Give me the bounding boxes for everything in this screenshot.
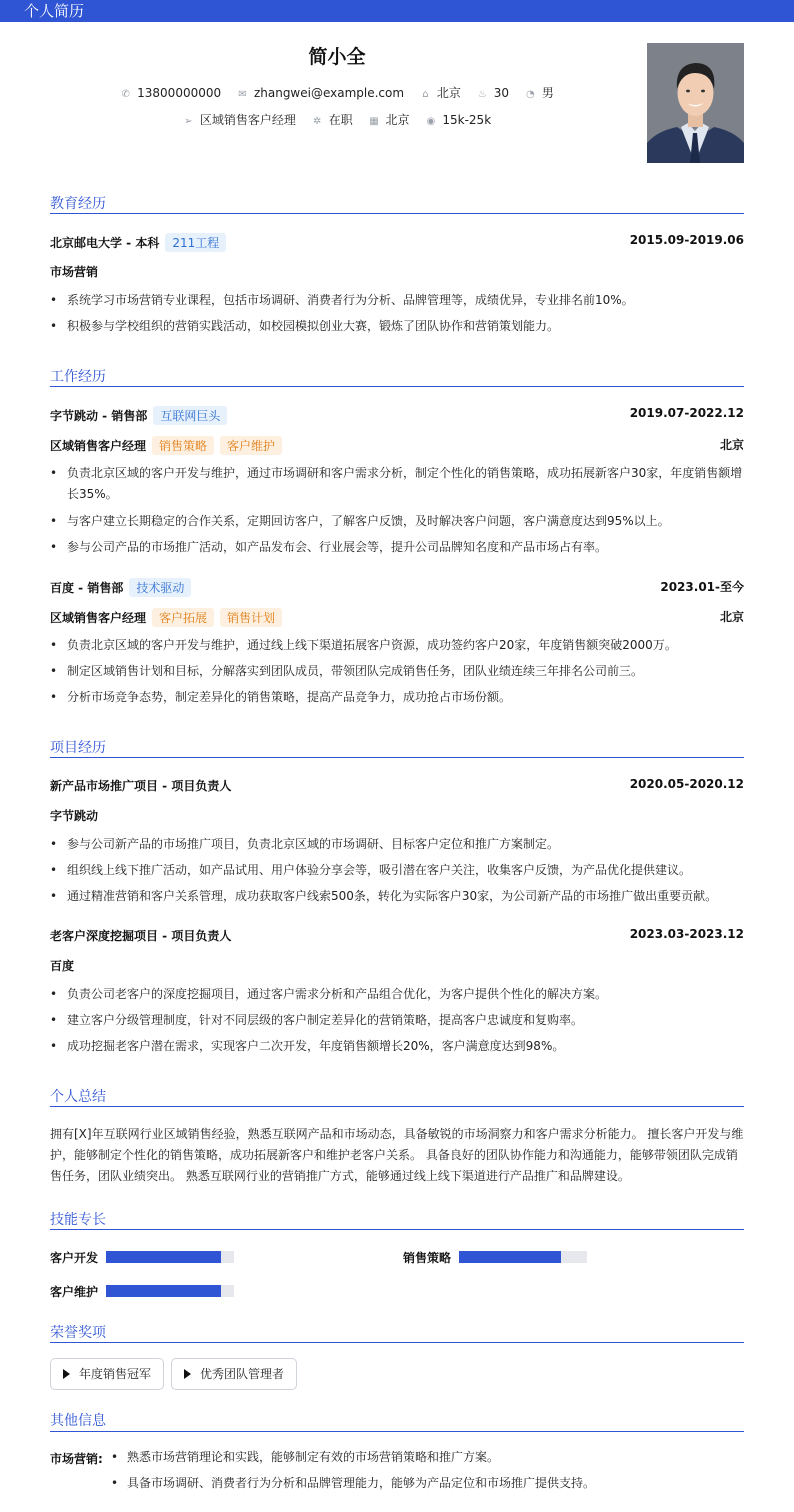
award-label: 年度销售冠军	[79, 1367, 152, 1381]
project-date: 2020.05-2020.12	[629, 777, 744, 791]
phone-text: 13800000000	[137, 86, 222, 100]
work-bullet: • 与客户建立长期稳定的合作关系，定期回访客户，了解客户反馈，及时解决客户问题，客户满意度达到95%以上。	[50, 511, 744, 532]
awards-section-title: 荣誉奖项	[50, 1325, 106, 1341]
gender-icon: ◔	[525, 89, 535, 100]
work-role-row	[50, 436, 282, 455]
role-tag: 销售策略	[152, 436, 214, 455]
play-icon	[63, 1369, 70, 1379]
work-location: 北京	[719, 610, 744, 624]
company-tag: 技术驱动	[129, 578, 191, 597]
other-section-title: 其他信息	[50, 1413, 106, 1429]
skill-bar-track	[459, 1251, 587, 1263]
page-title: 个人简历	[24, 2, 85, 20]
role-tag: 销售计划	[220, 608, 282, 627]
work-bullet: • 负责北京区域的客户开发与维护，通过线上线下渠道拓展客户资源，成功签约客户20家，年度销售额突破2000万。	[50, 635, 744, 656]
work-company-row	[50, 578, 191, 597]
work-section-title: 工作经历	[50, 369, 106, 385]
project-bullet: • 成功挖掘老客户潜在需求，实现客户二次开发，年度销售额增长20%，客户满意度达到98%。	[50, 1036, 744, 1057]
project-name: 老客户深度挖掘项目 - 项目负责人	[50, 929, 232, 943]
project-date: 2023.03-2023.12	[629, 927, 744, 941]
send-icon: ➢	[184, 116, 193, 127]
work-bullet: • 负责北京区域的客户开发与维护，通过市场调研和客户需求分析，制定个性化的销售策略，成功拓展新客户30家，年度销售额增长35%。	[50, 463, 744, 505]
summary-line: 拥有[X]年互联网行业区域销售经验，熟悉互联网产品和市场动态，具备敏锐的市场洞察力和客户需求分析能力。 擅长客户开发与维	[50, 1127, 744, 1141]
status-icon: ✲	[312, 116, 322, 127]
work-location: 北京	[719, 438, 744, 452]
education-divider	[50, 213, 744, 214]
contact-row	[0, 84, 674, 101]
company-tag: 互联网巨头	[153, 406, 227, 425]
gender-text: 男	[541, 86, 554, 100]
status-text: 在职	[328, 113, 353, 127]
email-icon: ✉	[238, 89, 247, 100]
project-bullet: • 参与公司新产品的市场推广项目，负责北京区域的市场调研、目标客户定位和推广方案制定。	[50, 834, 744, 855]
summary-line: 售任务，团队业绩突出。 熟悉互联网行业的营销推广方式，能够通过线上线下渠道进行产品推广和品牌建设。	[50, 1169, 630, 1183]
work-date: 2023.01-至今	[660, 580, 744, 594]
age-text: 30	[493, 86, 510, 100]
city-text: 北京	[436, 86, 461, 100]
target-city-item	[369, 111, 410, 128]
project-name: 新产品市场推广项目 - 项目负责人	[50, 779, 232, 793]
education-major: 市场营销	[50, 265, 99, 279]
skills-divider	[50, 1229, 744, 1230]
skill-bar-fill	[106, 1251, 221, 1263]
education-bullet: • 系统学习市场营销专业课程，包括市场调研、消费者行为分析、品牌管理等，成绩优异，专业排名前10%。	[50, 290, 744, 311]
age-item	[477, 86, 509, 100]
summary-section-title: 个人总结	[50, 1089, 106, 1105]
other-label: 市场营销:	[50, 1452, 103, 1466]
award-chip	[171, 1358, 297, 1390]
work-bullet: • 制定区域销售计划和目标，分解落实到团队成员，带领团队完成销售任务，团队业绩连续三年排名公司前三。	[50, 661, 744, 682]
coin-icon: ◉	[426, 116, 436, 127]
project-bullet: • 通过精准营销和客户关系管理，成功获取客户线索500条，转化为实际客户30家，为公司新产品的市场推广做出重要贡献。	[50, 886, 744, 907]
education-section-title: 教育经历	[50, 196, 106, 212]
position-item	[183, 111, 296, 128]
target-city-text: 北京	[385, 113, 410, 127]
other-item: • 具备市场调研、消费者行为分析和品牌管理能力，能够为产品定位和市场推广提供支持。	[111, 1473, 741, 1494]
other-divider	[50, 1431, 744, 1432]
top-bar	[0, 0, 794, 22]
project-bullet: • 负责公司老客户的深度挖掘项目，通过客户需求分析和产品组合优化，为客户提供个性化的解决方案。	[50, 984, 744, 1005]
award-chip	[50, 1358, 164, 1390]
role-name: 区域销售客户经理	[50, 611, 147, 625]
project-bullet: • 组织线上线下推广活动，如产品试用、用户体验分享会等，吸引潜在客户关注，收集客户反馈，为产品优化提供建议。	[50, 860, 744, 881]
work-company-row	[50, 406, 227, 425]
role-tag: 客户拓展	[152, 608, 214, 627]
skill-bar-fill	[459, 1251, 561, 1263]
skill-label: 客户维护	[50, 1285, 99, 1299]
work-bullet: • 分析市场竞争态势，制定差异化的销售策略，提高产品竞争力，成功抢占市场份额。	[50, 687, 744, 708]
building-icon: ▦	[369, 116, 379, 127]
work-bullet: • 参与公司产品的市场推广活动，如产品发布会、行业展会等，提升公司品牌知名度和产品市场占有率。	[50, 537, 744, 558]
other-item: • 熟悉市场营销理论和实践，能够制定有效的市场营销策略和推广方案。	[111, 1447, 741, 1468]
skills-section-title: 技能专长	[50, 1212, 106, 1228]
work-date: 2019.07-2022.12	[629, 406, 744, 420]
role-tag: 客户维护	[220, 436, 282, 455]
home-icon: ⌂	[422, 89, 429, 100]
phone-icon: ✆	[121, 89, 130, 100]
position-text: 区域销售客户经理	[199, 113, 296, 127]
award-label: 优秀团队管理者	[200, 1367, 285, 1381]
avatar-photo	[647, 43, 744, 163]
projects-section-title: 项目经历	[50, 740, 106, 756]
city-item	[420, 84, 461, 101]
job-intent-row	[0, 111, 674, 128]
skill-label: 客户开发	[50, 1251, 99, 1265]
work-divider	[50, 386, 744, 387]
company-name: 字节跳动 - 销售部	[50, 409, 148, 423]
summary-line: 护，能够制定个性化的销售策略，成功拓展新客户和维护老客户关系。 具备良好的团队协作能力和沟通能力，能够带领团队完成销	[50, 1148, 738, 1162]
work-role-row	[50, 608, 282, 627]
skill-bar-track	[106, 1285, 234, 1297]
project-org: 百度	[50, 959, 75, 973]
role-name: 区域销售客户经理	[50, 439, 147, 453]
school-tag: 211工程	[165, 233, 226, 252]
awards-divider	[50, 1342, 744, 1343]
phone-item	[120, 86, 221, 100]
skill-bar-track	[106, 1251, 234, 1263]
avatar-illustration	[647, 43, 744, 163]
summary-paragraph	[50, 1124, 744, 1187]
cake-icon: ♨	[477, 89, 487, 100]
project-org: 字节跳动	[50, 809, 99, 823]
education-school-row	[50, 233, 226, 252]
status-item	[312, 111, 353, 128]
skill-label: 销售策略	[403, 1251, 452, 1265]
school-name: 北京邮电大学 - 本科	[50, 236, 160, 250]
company-name: 百度 - 销售部	[50, 581, 124, 595]
email-item	[237, 86, 404, 100]
candidate-name: 简小全	[308, 46, 366, 68]
salary-text: 15k-25k	[442, 113, 492, 127]
gender-item	[525, 84, 554, 101]
email-text: zhangwei@example.com	[253, 86, 405, 100]
salary-item	[425, 113, 491, 127]
education-date: 2015.09-2019.06	[629, 233, 744, 247]
projects-divider	[50, 757, 744, 758]
project-bullet: • 建立客户分级管理制度，针对不同层级的客户制定差异化的营销策略，提高客户忠诚度和复购率。	[50, 1010, 744, 1031]
skill-bar-fill	[106, 1285, 221, 1297]
summary-divider	[50, 1106, 744, 1107]
play-icon	[184, 1369, 191, 1379]
education-bullet: • 积极参与学校组织的营销实践活动，如校园模拟创业大赛，锻炼了团队协作和营销策划能力。	[50, 316, 744, 337]
